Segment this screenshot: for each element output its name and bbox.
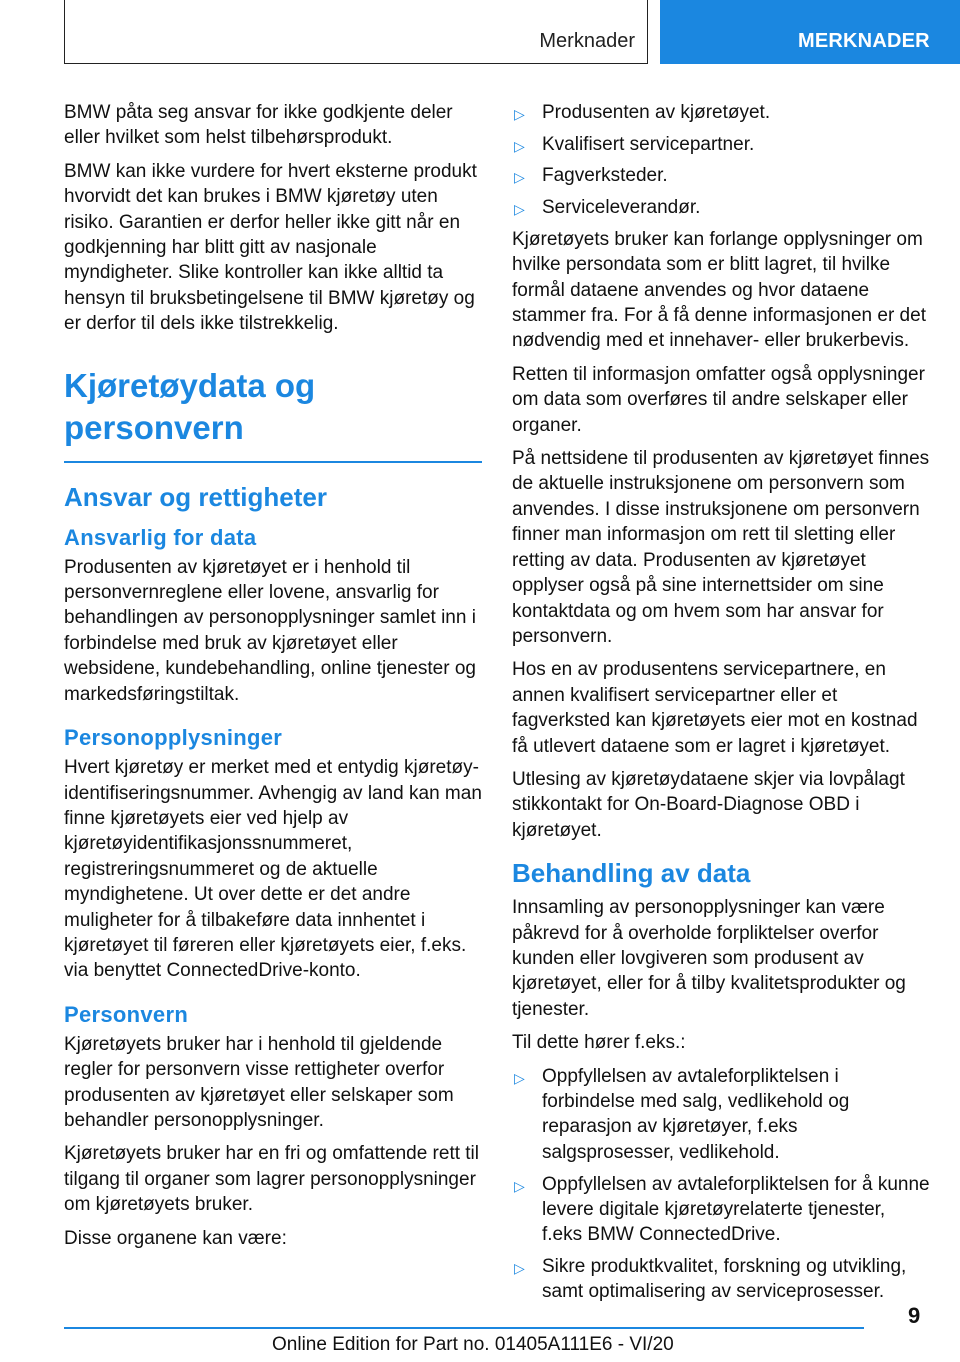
- bullet-list-purposes: [512, 1064, 930, 1305]
- header-section-box: [64, 0, 648, 64]
- paragraph-unapproved-parts: BMW påta seg ansvar for ikke godkjente deler eller hvilket som helst tilbehørsprodukt.: [64, 102, 453, 149]
- subheading-responsible: Ansvarlig for data: [64, 524, 257, 550]
- triangle-right-icon: ▷: [514, 1069, 525, 1086]
- chapter-heading: Kjøretøydata og personvern: [64, 366, 316, 446]
- footer-divider: [64, 1327, 864, 1329]
- paragraph-collection: Innsamling av personopplysninger kan være påkrevd for å overholde forpliktelser overfor kunden eller lovgiveren som produsent av kjøretøyet, eller for å tilby kvalitetsprodukter og tjenester.: [512, 897, 906, 1020]
- list-item: ▷ Oppfyllelsen av avtaleforpliktelsen for å kunne levere digitale kjøretøyrelaterte tjenester, f.eks BMW ConnectedDrive.: [514, 1173, 930, 1246]
- paragraph-websites: På nettsidene til produsenten av kjøretøyet finnes de aktuelle instruksjonene om personvern som anvendes. I disse instruksjonene om personvern finner man informasjon om rett til sletting eller retting av data. Produsenten av kjøretøyet opplyser også på sine internettsider om sine kontaktdata og om hvem som har ansvar for personvern.: [512, 448, 930, 647]
- paragraph-examples-intro: Til dette hører f.eks.:: [512, 1032, 686, 1054]
- paragraph-personal-data: Hvert kjøretøy er merket med et entydig kjøretøy-identifiseringsnummer. Avhengig av land kan man finne kjøretøyets eier ved hjelp av kjøretøyidentifikasjonssnummeret, registreringsnummeret og de aktuelle myndighetene. Ut over dette er det andre muligheter for å tilbakeføre data innhentet i kjøretøyet til føreren eller kjøretøyets eier, f.eks. via benyttet ConnectedDrive-konto.: [64, 757, 482, 982]
- subheading-personal-data: Personopplysninger: [64, 725, 283, 751]
- paragraph-privacy-rights: Kjøretøyets bruker har i henhold til gjeldende regler for personvern visse rettigheter overfor produsenten av kjøretøyet eller selskaper som behandler personopplysninger.: [64, 1033, 454, 1131]
- paragraph-obd: Utlesing av kjøretøydataene skjer via lovpålagt stikkontakt for On-Board-Diagnose OBD i kjøretøyet.: [512, 768, 905, 841]
- list-item: ▷ Fagverksteder.: [512, 163, 930, 188]
- triangle-right-icon: ▷: [514, 201, 525, 218]
- header-section-label: Merknader: [539, 30, 635, 52]
- section-heading-processing: Behandling av data: [512, 858, 751, 889]
- section-heading-rights: Ansvar og rettigheter: [64, 481, 327, 512]
- bullet-list-organs: [512, 100, 930, 221]
- paragraph-responsible: Produsenten av kjøretøyet er i henhold til personvernreglene eller lovene, ansvarlig for behandlingen av personopplysninger samlet inn i forbindelse med bruk av kjøretøyet eller websidene, kundebehandling, online tjenester og markedsføringstiltak.: [64, 556, 476, 705]
- footer-edition: Online Edition for Part no. 01405A111E6 - VI/20: [272, 1334, 674, 1355]
- heading-divider: [64, 461, 482, 463]
- list-item: ▷ Oppfyllelsen av avtaleforpliktelsen i forbindelse med salg, vedlikehold og reparasjon av kjøretøyer, f.eks salgsprosesser, vedlikehold.: [514, 1065, 850, 1163]
- subheading-privacy: Personvern: [64, 1001, 189, 1027]
- triangle-right-icon: ▷: [514, 1177, 525, 1194]
- paragraph-external-products: BMW kan ikke vurdere for hvert eksterne produkt hvorvidt det kan brukes i BMW kjøretøy uten risiko. Garantien er derfor heller ikke gitt når en godkjenning har blitt gitt av nasjonale myndigheter. Slike kontroller kan ikke alltid ta hensyn til bruksbetingelsene til BMW kjøretøy og er derfor til dels ikke tilstrekkelig.: [64, 160, 477, 335]
- list-item: ▷ Produsenten av kjøretøyet.: [512, 100, 930, 125]
- header-chapter-tab-label: MERKNADER: [798, 30, 930, 52]
- triangle-right-icon: ▷: [514, 169, 525, 186]
- paragraph-service-partner: Hos en av produsentens servicepartnere, en annen kvalifisert servicepartner eller et fagverksted kan kjøretøyets eier mot en kostnad få utlevert dataene som er lagret i kjøretøyet.: [512, 659, 918, 757]
- list-item: ▷ Serviceleverandør.: [512, 195, 930, 220]
- triangle-right-icon: ▷: [514, 1260, 525, 1277]
- triangle-right-icon: ▷: [514, 137, 525, 154]
- page-number: 9: [908, 1303, 921, 1328]
- right-column: [512, 100, 930, 1311]
- list-item: ▷ Kvalifisert servicepartner.: [512, 132, 930, 157]
- header-chapter-tab[interactable]: [660, 0, 960, 64]
- list-item: ▷ Sikre produktkvalitet, forskning og utvikling, samt optimalisering av serviceprosesser.: [514, 1256, 907, 1303]
- paragraph-request-info: Kjøretøyets bruker kan forlange opplysninger om hvilke persondata som er blitt lagret, til hvilke formål dataene anvendes og hvor dataene stammer fra. For å få denne informasjonen er det nødvendig med et innehaver- eller brukerbevis.: [512, 228, 926, 352]
- paragraph-info-scope: Retten til informasjon omfatter også opplysninger om data som overføres til andre selskaper eller organer.: [512, 363, 925, 436]
- paragraph-privacy-access: Kjøretøyets bruker har en fri og omfattende rett til tilgang til organer som lagrer personopplysninger om kjøretøyets bruker.: [64, 1143, 480, 1216]
- triangle-right-icon: ▷: [514, 106, 525, 122]
- left-column: [64, 100, 482, 1259]
- paragraph-organs-intro: Disse organene kan være:: [64, 1227, 287, 1249]
